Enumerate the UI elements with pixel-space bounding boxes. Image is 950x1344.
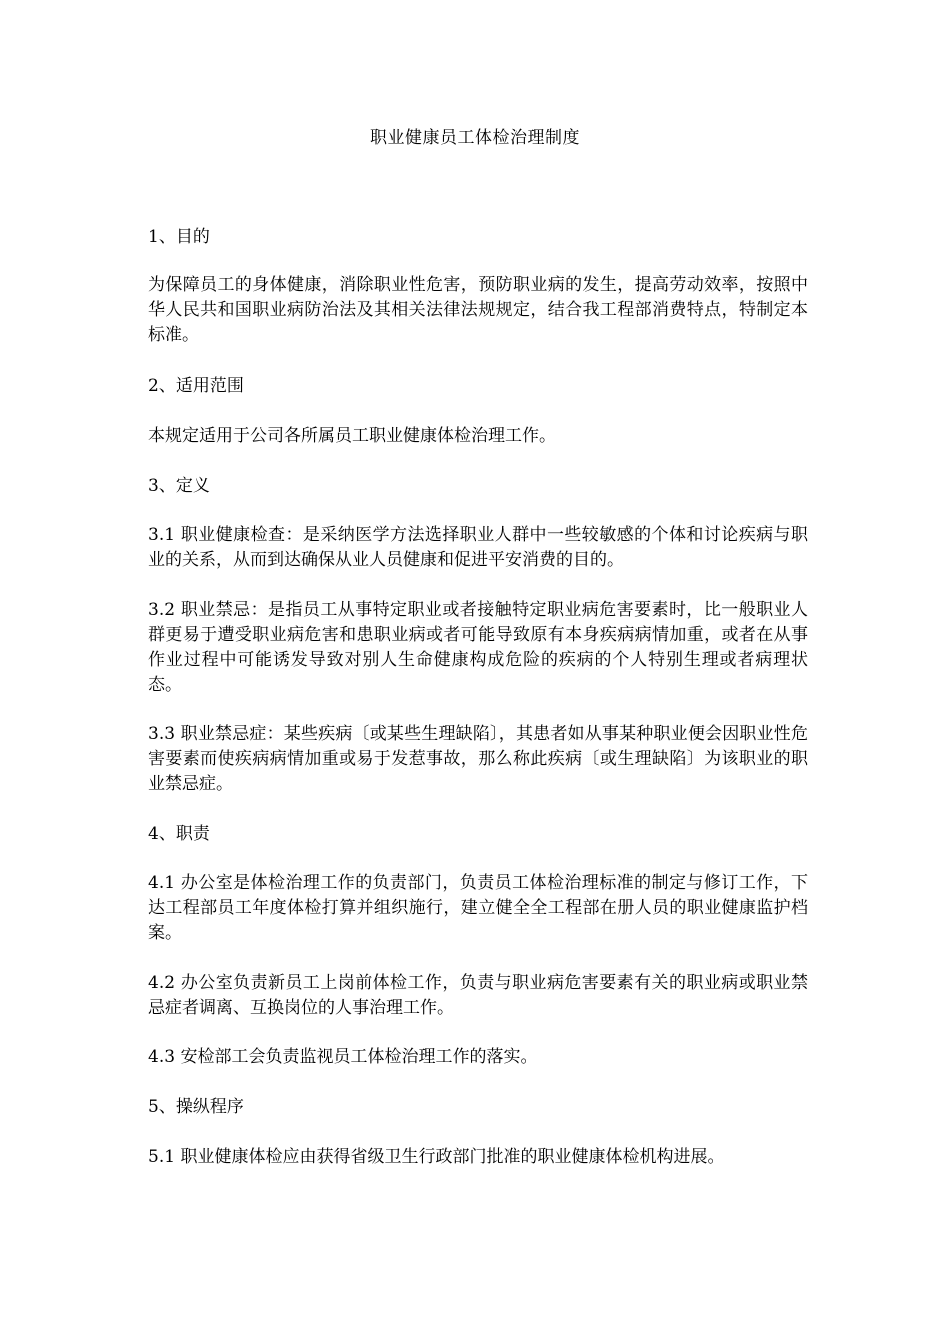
section-heading-definitions: 3、定义: [148, 476, 210, 496]
section-heading-duties: 4、职责: [148, 824, 210, 844]
paragraph-definition-3-3: 3.3 职业禁忌症：某些疾病〔或某些生理缺陷〕，其患者如从事某种职业便会因职业性危害要素而使疾病病情加重或易于发惹事故，那么称此疾病〔或生理缺陷〕为该职业的职业禁忌症。: [148, 724, 808, 794]
paragraph-duty-4-2: 4.2 办公室负责新员工上岗前体检工作，负责与职业病危害要素有关的职业病或职业禁忌症者调离、互换岗位的人事治理工作。: [148, 973, 808, 1018]
paragraph-purpose: 为保障员工的身体健康，消除职业性危害，预防职业病的发生，提高劳动效率，按照中华人民共和国职业病防治法及其相关法律法规规定，结合我工程部消费特点，特制定本标准。: [148, 275, 808, 345]
paragraph-duty-4-3: 4.3 安检部工会负责监视员工体检治理工作的落实。: [148, 1047, 538, 1067]
paragraph-scope: 本规定适用于公司各所属员工职业健康体检治理工作。: [148, 426, 556, 446]
paragraph-definition-3-2: 3.2 职业禁忌：是指员工从事特定职业或者接触特定职业病危害要素时，比一般职业人群更易于遭受职业病危害和患职业病或者可能导致原有本身疾病病情加重，或者在从事作业过程中可能诱发导致对别人生命健康构成危险的疾病的个人特别生理或者病理状态。: [148, 600, 808, 695]
paragraph-definition-3-1: 3.1 职业健康检查：是采纳医学方法选择职业人群中一些较敏感的个体和讨论疾病与职业的关系，从而到达确保从业人员健康和促进平安消费的目的。: [148, 525, 808, 570]
paragraph-procedure-5-1: 5.1 职业健康体检应由获得省级卫生行政部门批准的职业健康体检机构进展。: [148, 1147, 725, 1167]
section-heading-purpose: 1、目的: [148, 227, 210, 247]
document-title: 职业健康员工体检治理制度: [370, 128, 580, 148]
paragraph-duty-4-1: 4.1 办公室是体检治理工作的负责部门，负责员工体检治理标准的制定与修订工作，下达工程部员工年度体检打算并组织施行，建立健全全工程部在册人员的职业健康监护档案。: [148, 873, 808, 943]
section-heading-procedure: 5、操纵程序: [148, 1097, 244, 1117]
section-heading-scope: 2、适用范围: [148, 376, 244, 396]
